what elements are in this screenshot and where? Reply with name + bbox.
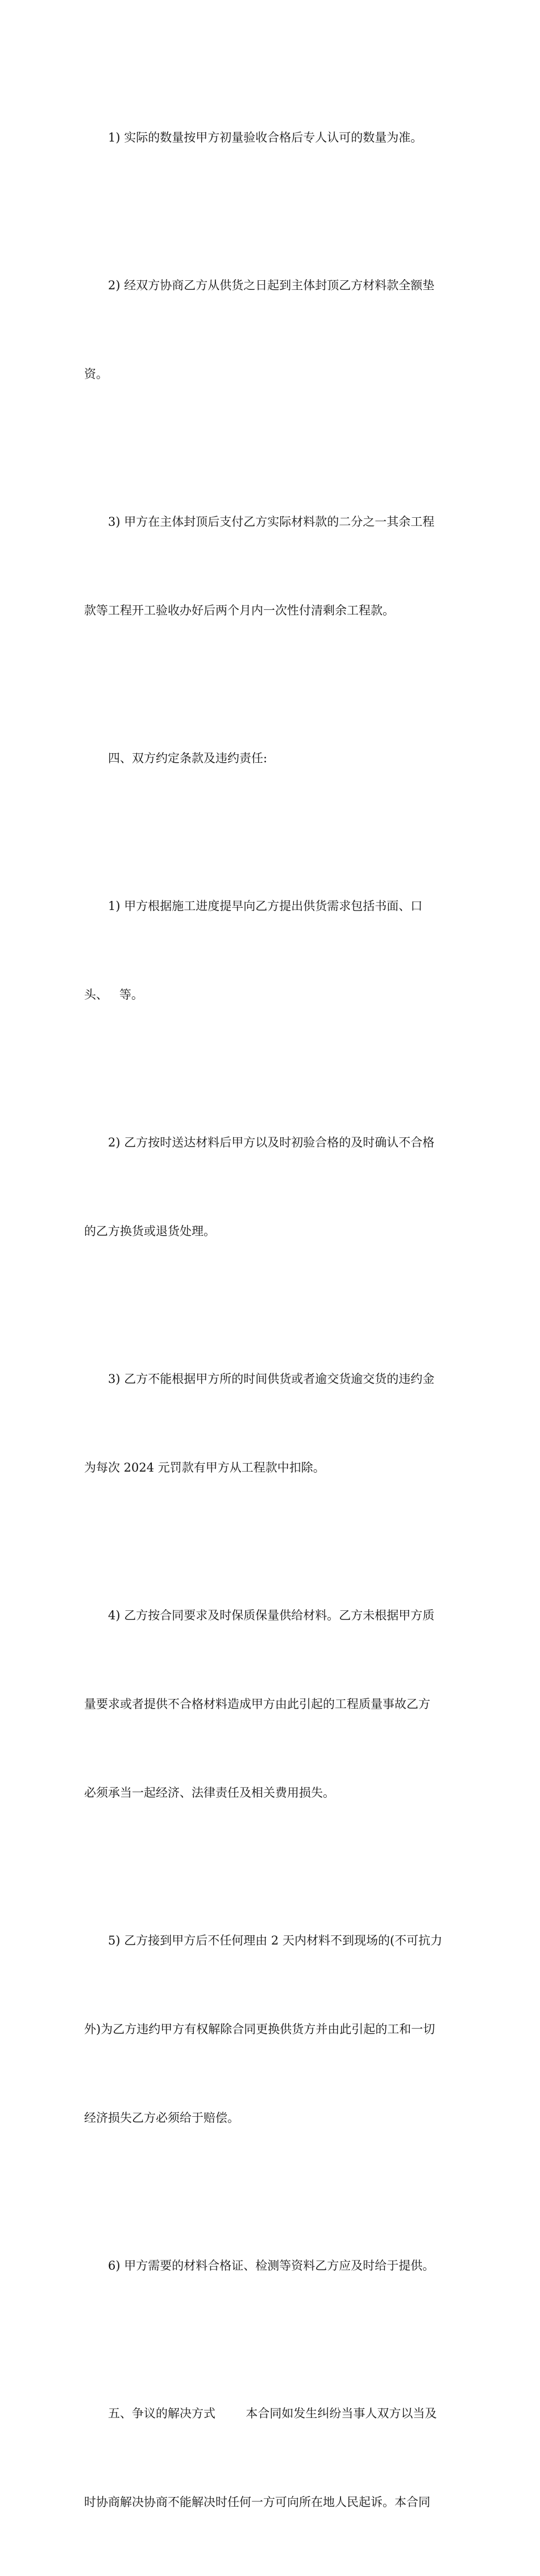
text-line: 2) 乙方按时送达材料后甲方以及时初验合格的及时确认不合格 [108,1136,435,1149]
paragraph-quality-liability [84,1542,459,1867]
text-line: 3) 乙方不能根据甲方所的时间供货或者逾交货逾交货的违约金 [108,1372,435,1386]
text-line: 为每次 2024 元罚款有甲方从工程款中扣除。 [84,1461,325,1474]
text-line: 资。 [84,367,108,381]
document-body [84,64,459,2576]
paragraph-payment-terms [84,448,459,684]
text-line: 头、 等。 [84,988,144,1002]
paragraph-supply-request [84,832,459,1069]
text-line: 的乙方换货或退货处理。 [84,1224,215,1238]
paragraph-delivery-inspection [84,1069,459,1305]
text-line: 5) 乙方接到甲方后不任何理由 2 天内材料不到现场的(不可抗力 [108,1934,443,1947]
text-line: 款等工程开工验收办好后两个月内一次性付清剩余工程款。 [84,604,394,617]
paragraph-breach-termination [84,1867,459,2192]
text-line: 6) 甲方需要的材料合格证、检测等资料乙方应及时给于提供。 [108,2259,435,2272]
text-line: 4) 乙方按合同要求及时保质保量供给材料。乙方未根据甲方质 [108,1609,435,1622]
paragraph-late-penalty [84,1305,459,1542]
text-line: 外)为乙方违约甲方有权解除合同更换供货方并由此引起的工和一切 [84,2022,435,2036]
text-line: 量要求或者提供不合格材料造成甲方由此引起的工程质量事故乙方 [84,1697,430,1711]
paragraph-dispute-resolution [84,2340,459,2576]
text-line: 必须承当一起经济、法律责任及相关费用损失。 [84,1786,335,1800]
paragraph-quantity-basis [84,64,459,211]
text-line: 2) 经双方协商乙方从供货之日起到主体封顶乙方材料款全额垫 [108,279,435,292]
paragraph-advance-payment [84,211,459,448]
text-line: 四、双方约定条款及违约责任: [108,751,268,765]
text-line: 1) 实际的数量按甲方初量验收合格后专人认可的数量为准。 [108,131,423,144]
paragraph-certificates [84,2192,459,2340]
text-line: 3) 甲方在主体封顶后支付乙方实际材料款的二分之一其余工程 [108,515,435,529]
section-heading-liability [84,684,459,832]
text-line: 时协商解决协商不能解决时任何一方可向所在地人民起诉。本合同 [84,2495,430,2509]
text-line: 五、争议的解决方式 本合同如发生纠纷当事人双方以当及 [108,2407,437,2420]
text-line: 经济损失乙方必须给于赔偿。 [84,2111,239,2125]
text-line: 1) 甲方根据施工进度提早向乙方提出供货需求包括书面、口 [108,899,423,913]
